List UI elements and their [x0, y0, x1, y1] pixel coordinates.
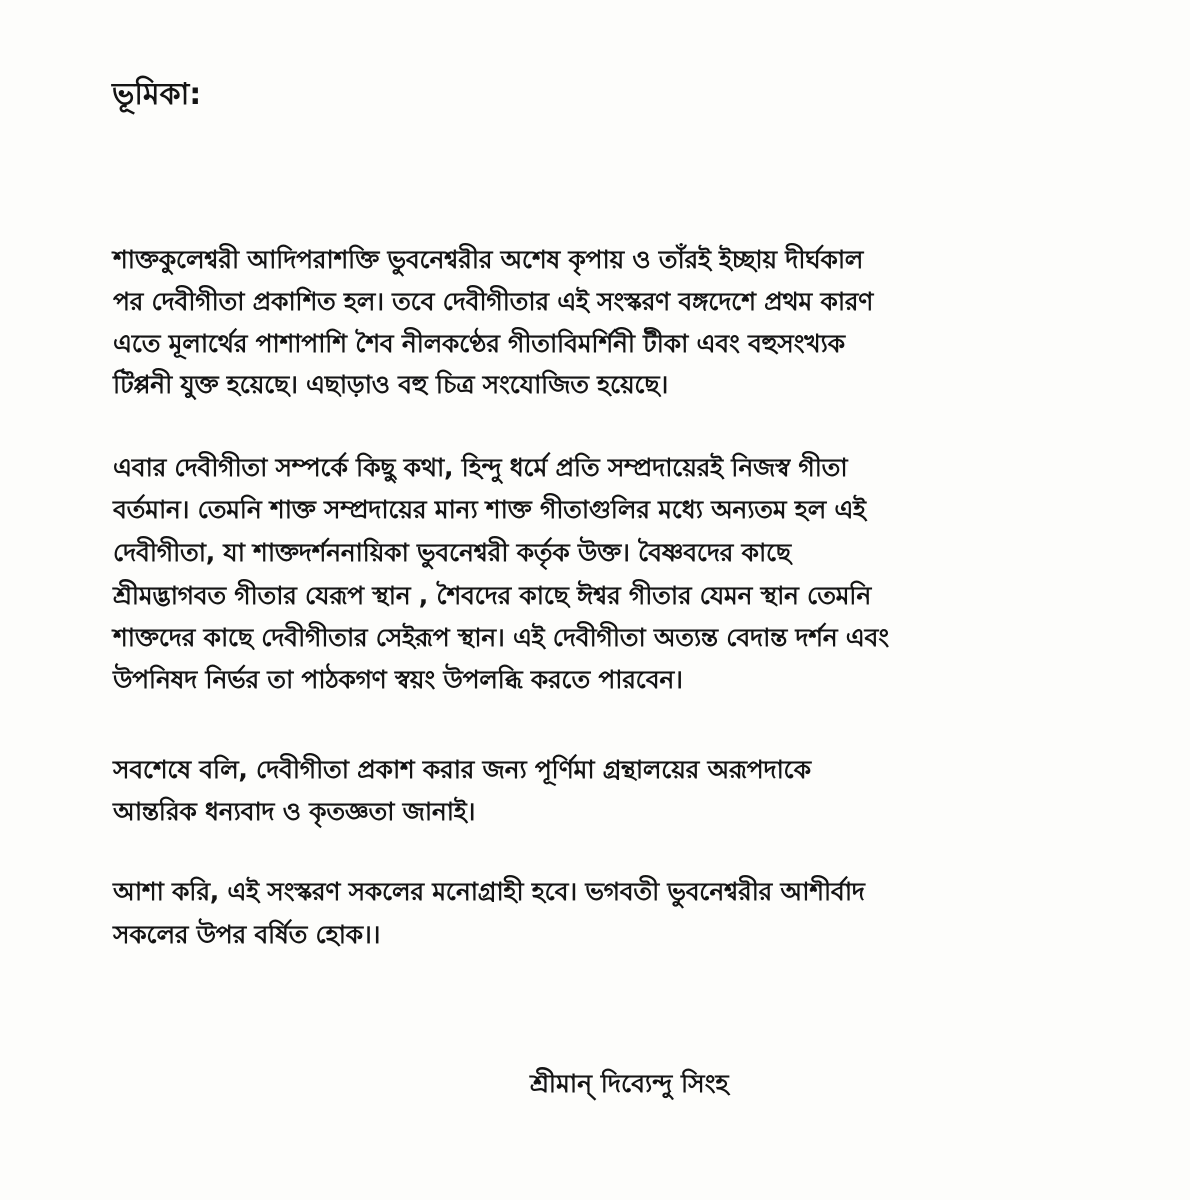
- text-line: টিপ্পনী যুক্ত হয়েছে। এছাড়াও বহু চিত্র সংযোজিত হয়েছে।: [113, 370, 668, 399]
- text-line: দেবীগীতা, যা শাক্তদর্শননায়িকা ভুবনেশ্বরী কর্তৃক উক্ত। বৈষ্ণবদের কাছে: [113, 538, 791, 567]
- text-line: সবশেষে বলি, দেবীগীতা প্রকাশ করার জন্য পূর্ণিমা গ্রন্থালয়ের অরূপদাকে: [113, 755, 811, 784]
- preface-title: ভূমিকা:: [112, 77, 202, 112]
- text-line: সকলের উপর বর্ষিত হোক।।: [113, 920, 381, 949]
- text-line: উপনিষদ নির্ভর তা পাঠকগণ স্বয়ং উপলব্ধি করতে পারবেন।: [113, 665, 683, 694]
- text-line: আন্তরিক ধন্যবাদ ও কৃতজ্ঞতা জানাই।: [113, 797, 476, 826]
- author-signature: শ্রীমান্ দিব্যেন্দু সিংহ: [530, 1069, 729, 1098]
- text-line: এতে মূলার্থের পাশাপাশি শৈব নীলকণ্ঠের গীতাবিমর্শিনী টীকা এবং বহুসংখ্যক: [113, 329, 845, 358]
- text-line: শাক্তদের কাছে দেবীগীতার সেইরূপ স্থান। এই দেবীগীতা অত্যন্ত বেদান্ত দর্শন এবং: [113, 623, 889, 652]
- text-line: এবার দেবীগীতা সম্পর্কে কিছু কথা, হিন্দু ধর্মে প্রতি সম্প্রদায়েরই নিজস্ব গীতা: [113, 453, 848, 482]
- text-line: পর দেবীগীতা প্রকাশিত হল। তবে দেবীগীতার এই সংস্করণ বঙ্গদেশে প্রথম কারণ: [113, 287, 874, 316]
- text-line: শাক্তকুলেশ্বরী আদিপরাশক্তি ভুবনেশ্বরীর অশেষ কৃপায় ও তাঁরই ইচ্ছায় দীর্ঘকাল: [113, 245, 864, 274]
- text-line: আশা করি, এই সংস্করণ সকলের মনোগ্রাহী হবে। ভগবতী ভুবনেশ্বরীর আশীর্বাদ: [113, 877, 865, 906]
- text-line: বর্তমান। তেমনি শাক্ত সম্প্রদায়ের মান্য শাক্ত গীতাগুলির মধ্যে অন্যতম হল এই: [113, 495, 866, 524]
- text-line: শ্রীমদ্ভাগবত গীতার যেরূপ স্থান , শৈবদের কাছে ঈশ্বর গীতার যেমন স্থান তেমনি: [113, 581, 872, 610]
